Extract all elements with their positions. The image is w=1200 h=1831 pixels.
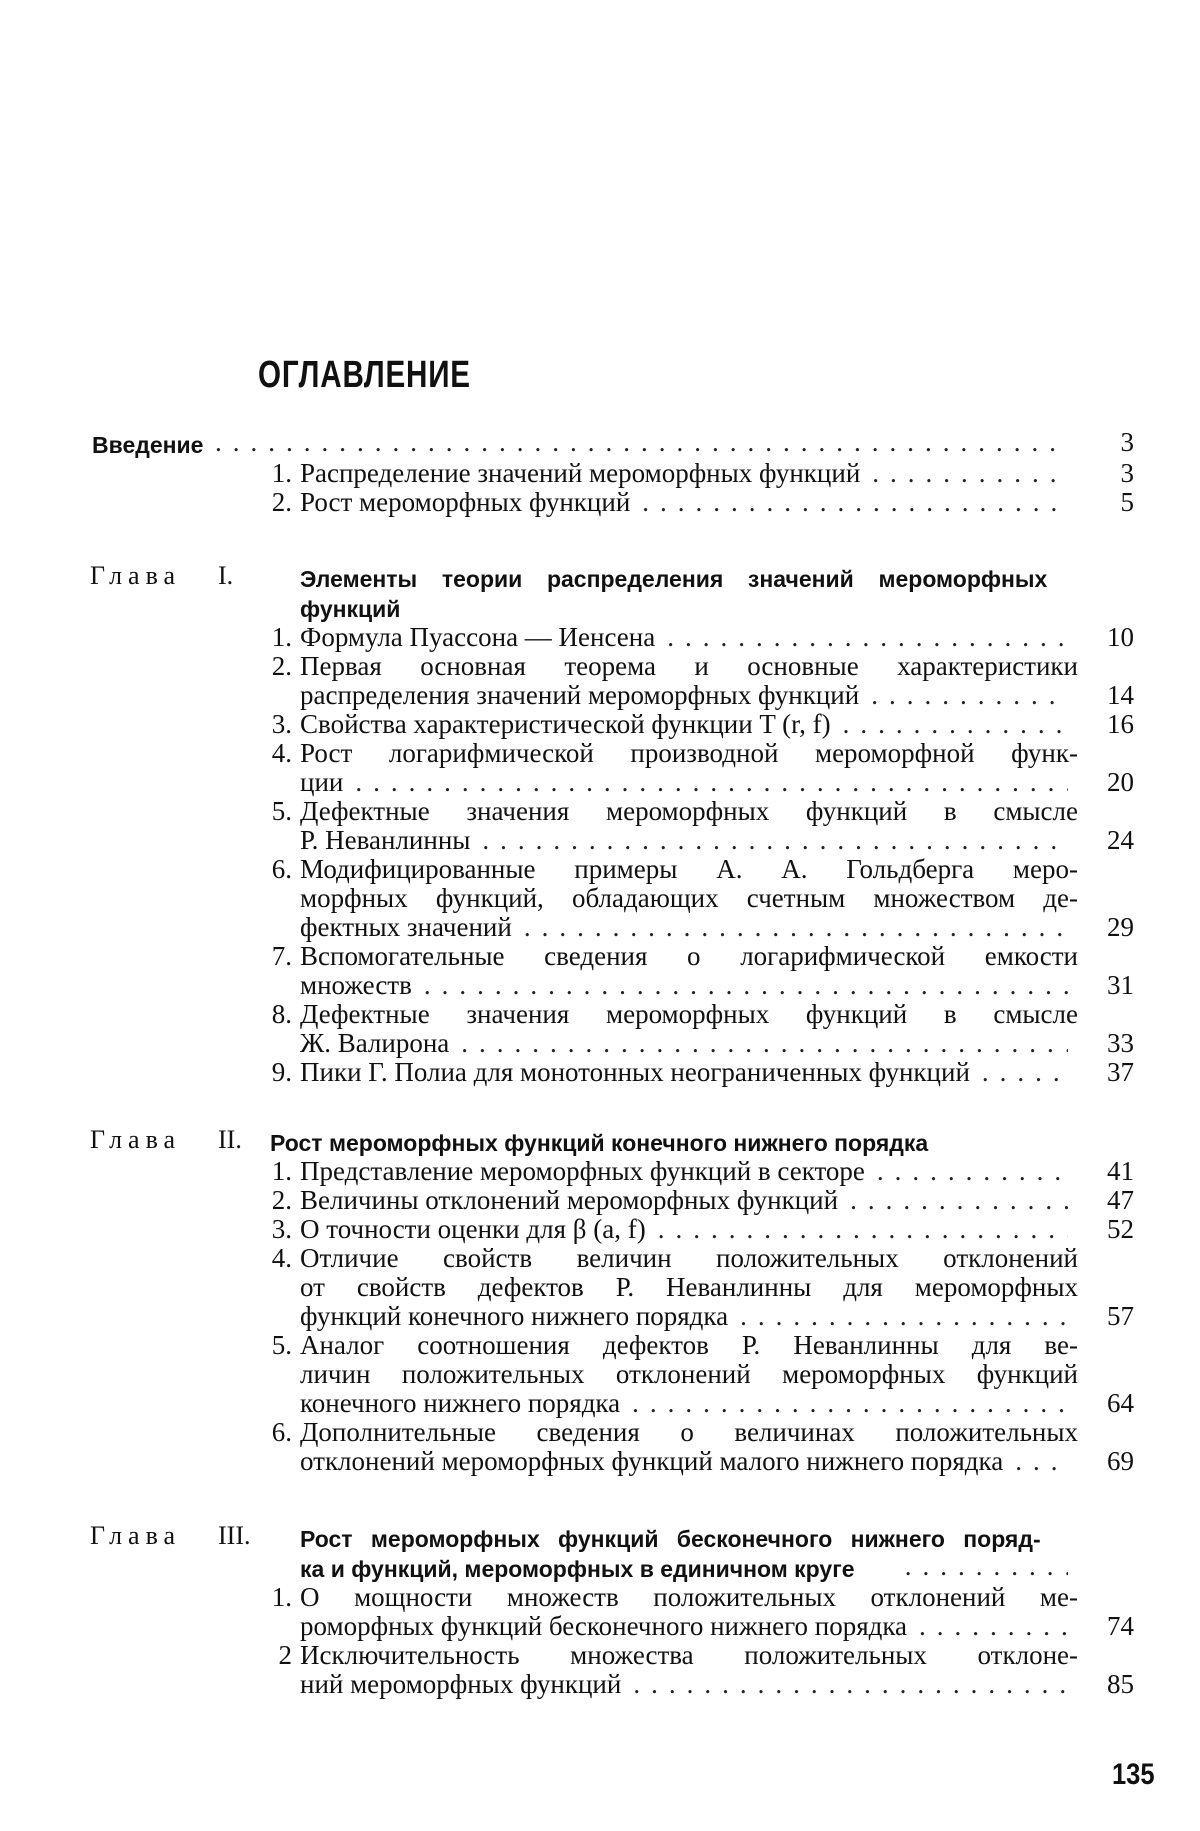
chapter-title-line (0, 590, 1200, 622)
entry-text: конечного нижнего порядка (300, 1387, 620, 1419)
toc-entry-line (0, 882, 1200, 914)
entry-text: фектных значений (300, 911, 512, 943)
toc-entry-line (0, 1242, 1200, 1274)
entry-number: 8. (258, 998, 292, 1030)
chapter-roman-numeral: III. (218, 1520, 250, 1552)
entry-number: 3. (258, 1213, 292, 1245)
entry-text: морфных функций, обладающих счетным множеством де- (300, 882, 1078, 914)
toc-entry-line (0, 1329, 1200, 1361)
entry-text: Р. Неванлинны (300, 824, 470, 856)
dot-leader: ........................ (633, 1668, 1068, 1700)
entry-page-number: 33 (1082, 1027, 1134, 1059)
entry-text: Дефектные значения мероморфных функций в смысле (300, 795, 1078, 827)
intro-label: Введение (92, 429, 203, 461)
toc-entry-line (0, 737, 1200, 769)
toc-entry-line (0, 853, 1200, 885)
entry-number: 4. (258, 737, 292, 769)
entry-text: Формула Пуассона — Иенсена (300, 621, 655, 653)
dot-leader: .................................. (461, 1027, 1068, 1059)
entry-text: роморфных функций бесконечного нижнего порядка (300, 1610, 907, 1642)
entry-page-number: 47 (1082, 1184, 1134, 1216)
toc-entry-line (0, 1387, 1200, 1419)
entry-text: функций конечного нижнего порядка (300, 1300, 728, 1332)
entry-number: 2. (258, 650, 292, 682)
entry-text: от свойств дефектов Р. Неванлинны для мероморфных (300, 1271, 1078, 1303)
entry-text: отклонений мероморфных функций малого нижнего порядка (300, 1445, 1003, 1477)
toc-entry-line (0, 1639, 1200, 1671)
dot-leader: ........ (919, 1610, 1068, 1642)
entry-text: О мощности множеств положительных отклонений ме- (300, 1581, 1078, 1613)
entry-page-number: 37 (1082, 1056, 1134, 1088)
toc-entry-line (0, 1027, 1200, 1059)
entry-page-number: 10 (1082, 621, 1134, 653)
dot-leader: ......... (905, 1550, 1068, 1582)
toc-entry-line (0, 621, 1200, 653)
toc-entry-line (0, 911, 1200, 943)
toc-entry-line (0, 457, 1200, 489)
dot-leader: ........... (871, 679, 1068, 711)
entry-text: Модифицированные примеры А. А. Гольдберга меро- (300, 853, 1078, 885)
entry-text: Величины отклонений мероморфных функций (300, 1184, 838, 1216)
entry-page-number: 20 (1082, 766, 1134, 798)
dot-leader: ...................... (667, 621, 1068, 653)
entry-page-number: 16 (1082, 708, 1134, 740)
toc-entry-line (0, 1300, 1200, 1332)
entry-text: Вспомогательные сведения о логарифмической емкости (300, 940, 1078, 972)
chapter-title: ка и функций, мероморфных в единичном круге (300, 1553, 855, 1585)
entry-page-number: 69 (1082, 1445, 1134, 1477)
entry-number: 6. (258, 853, 292, 885)
toc-intro-line (0, 426, 1200, 458)
toc-entry-line (0, 1668, 1200, 1700)
dot-leader: ..... (982, 1056, 1068, 1088)
entry-text: Первая основная теорема и основные характеристики (300, 650, 1078, 682)
entry-text: ний мероморфных функций (300, 1668, 621, 1700)
page-title: ОГЛАВЛЕНИЕ (258, 354, 471, 397)
entry-text: личин положительных отклонений мероморфных функций (300, 1358, 1078, 1390)
dot-leader: ........... (872, 457, 1068, 489)
chapter-label: Глава (90, 560, 181, 592)
entry-number: 1. (258, 457, 292, 489)
entry-page-number: 64 (1082, 1387, 1134, 1419)
entry-text: Представление мероморфных функций в секторе (300, 1155, 865, 1187)
chapter-label: Глава (90, 1520, 181, 1552)
entry-number: 1. (258, 1581, 292, 1613)
entry-text: Дополнительные сведения о величинах положительных (300, 1416, 1078, 1448)
entry-number: 2. (258, 486, 292, 518)
entry-text: распределения значений мероморфных функций (300, 679, 859, 711)
entry-number: 5. (258, 795, 292, 827)
entry-number: 7. (258, 940, 292, 972)
entry-text: Аналог соотношения дефектов Р. Неванлинны для ве- (300, 1329, 1078, 1361)
dot-leader: ........................................ (424, 969, 1068, 1001)
dot-leader: ................................. (482, 824, 1068, 856)
chapter-title-line (0, 1550, 1200, 1582)
toc-entry-line (0, 650, 1200, 682)
toc-entry-line (0, 824, 1200, 856)
entry-page-number: 24 (1082, 824, 1134, 856)
entry-text: Исключительность множества положительных отклоне- (300, 1639, 1078, 1671)
toc-entry-line (0, 486, 1200, 518)
dot-leader: .............................. (524, 911, 1068, 943)
toc-entry-line (0, 1581, 1200, 1613)
chapter-heading (0, 1520, 1200, 1552)
toc-entry-line (0, 1184, 1200, 1216)
entry-text: Свойства характеристической функции T (r, f) (300, 708, 831, 740)
entry-text: Рост мероморфных функций (300, 486, 630, 518)
toc-entry-line (0, 1358, 1200, 1390)
chapter-roman-numeral: II. (218, 1124, 242, 1156)
entry-number: 1. (258, 1155, 292, 1187)
toc-entry-line (0, 766, 1200, 798)
toc-entry-line (0, 679, 1200, 711)
toc-entry-line (0, 998, 1200, 1030)
chapter-heading (0, 1124, 1200, 1156)
toc-entry-line (0, 1271, 1200, 1303)
entry-number: 2. (258, 1184, 292, 1216)
dot-leader: ............ (850, 1184, 1068, 1216)
entry-page-number: 41 (1082, 1155, 1134, 1187)
entry-number: 9. (258, 1056, 292, 1088)
entry-text: Пики Г. Полиа для монотонных неограниченных функций (300, 1056, 970, 1088)
entry-page-number: 3 (1082, 457, 1134, 489)
entry-page-number: 85 (1082, 1668, 1134, 1700)
chapter-title: функций (300, 593, 400, 625)
dot-leader: ............ (843, 708, 1068, 740)
dot-leader: ....................... (658, 1213, 1068, 1245)
chapter-heading (0, 560, 1200, 592)
chapter-title: Элементы теории распределения значений мероморфных (300, 563, 1047, 595)
entry-number: 2 (258, 1639, 292, 1671)
toc-entry-line (0, 969, 1200, 1001)
entry-number: 4. (258, 1242, 292, 1274)
entry-page-number: 14 (1082, 679, 1134, 711)
chapter-label: Глава (90, 1124, 181, 1156)
toc-entry-line (0, 1155, 1200, 1187)
toc-entry-line (0, 1445, 1200, 1477)
toc-entry-line (0, 1610, 1200, 1642)
dot-leader: ... (1015, 1445, 1068, 1477)
toc-entry-line (0, 708, 1200, 740)
chapter-roman-numeral: I. (218, 560, 233, 592)
entry-page-number: 52 (1082, 1213, 1134, 1245)
entry-page-number: 57 (1082, 1300, 1134, 1332)
entry-text: Дефектные значения мероморфных функций в смысле (300, 998, 1078, 1030)
entry-number: 6. (258, 1416, 292, 1448)
dot-leader: ........................................ (355, 766, 1068, 798)
toc-entry-line (0, 1056, 1200, 1088)
intro-page-number: 3 (1082, 426, 1134, 458)
entry-text: множеств (300, 969, 412, 1001)
dot-leader: ........................ (642, 486, 1068, 518)
entry-number: 3. (258, 708, 292, 740)
chapter-title: Рост мероморфных функций конечного нижнего порядка (270, 1127, 928, 1159)
entry-number: 5. (258, 1329, 292, 1361)
entry-text: Ж. Валирона (300, 1027, 449, 1059)
dot-leader: ................................................ (215, 426, 1068, 458)
chapter-title: Рост мероморфных функций бесконечного нижнего поряд- (300, 1523, 1041, 1555)
toc-entry-line (0, 1416, 1200, 1448)
dot-leader: ......................... (632, 1387, 1068, 1419)
entry-page-number: 74 (1082, 1610, 1134, 1642)
entry-page-number: 31 (1082, 969, 1134, 1001)
toc-entry-line (0, 1213, 1200, 1245)
toc-entry-line (0, 940, 1200, 972)
toc-entry-line (0, 795, 1200, 827)
entry-text: Распределение значений мероморфных функций (300, 457, 860, 489)
entry-text: Рост логарифмической производной мероморфной функ- (300, 737, 1078, 769)
dot-leader: .......... (877, 1155, 1068, 1187)
entry-number: 1. (258, 621, 292, 653)
dot-leader: .................... (740, 1300, 1068, 1332)
entry-text: О точности оценки для β (a, f) (300, 1213, 646, 1245)
entry-text: ции (300, 766, 343, 798)
entry-text: Отличие свойств величин положительных отклонений (300, 1242, 1078, 1274)
entry-page-number: 5 (1082, 486, 1134, 518)
entry-page-number: 29 (1082, 911, 1134, 943)
page-number: 135 (1112, 1758, 1155, 1792)
